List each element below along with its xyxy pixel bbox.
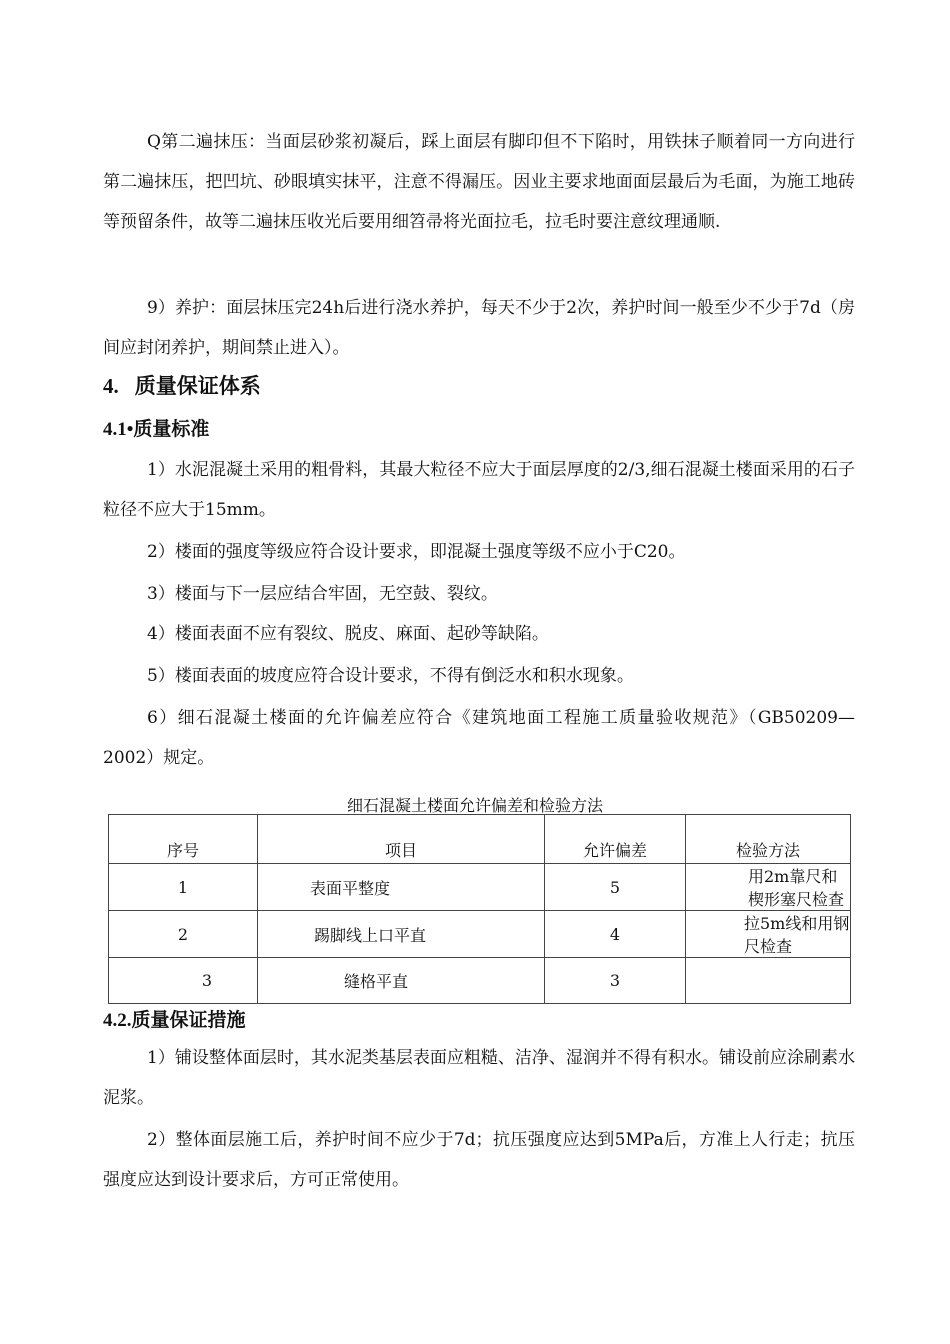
cell-item: 踢脚线上口平直 <box>258 911 545 958</box>
header-item: 项目 <box>258 815 545 864</box>
table-row <box>109 911 851 958</box>
standard-item-1: 1）水泥混凝土采用的粗骨料，其最大粒径不应大于面层厚度的2/3,细石混凝土楼面采用的石子粒径不应大于15mm。 <box>103 460 855 520</box>
cell-method: 拉5m线和用钢尺检查 <box>686 911 851 958</box>
cell-index: 3 <box>109 958 258 1004</box>
table-row <box>109 958 851 1004</box>
section-4-number: 4. <box>103 374 119 398</box>
header-index: 序号 <box>109 815 258 864</box>
section-4-2-number: 4.2. <box>103 1010 132 1031</box>
section-4-1-heading <box>103 414 209 441</box>
cell-tolerance: 4 <box>545 911 686 958</box>
section-4-1-title: 质量标准 <box>133 418 210 440</box>
tolerance-table <box>108 814 851 1004</box>
table-row <box>109 864 851 911</box>
cell-item: 表面平整度 <box>258 864 545 911</box>
standard-item-3: 3）楼面与下一层应结合牢固，无空鼓、裂纹。 <box>147 584 498 604</box>
cell-method: 用2m靠尺和楔形塞尺检查 <box>686 864 851 911</box>
paragraph-curing: 9）养护：面层抹压完24h后进行浇水养护，每天不少于2次，养护时间一般至少不少于7d（房间应封闭养护，期间禁止进入）。 <box>103 298 855 358</box>
section-4-title: 质量保证体系 <box>134 373 261 398</box>
header-method: 检验方法 <box>686 815 851 864</box>
section-4-heading <box>103 370 261 400</box>
standard-item-2: 2）楼面的强度等级应符合设计要求，即混凝土强度等级不应小于C20。 <box>147 542 686 562</box>
section-4-1-number: 4.1• <box>103 419 134 440</box>
cell-tolerance: 3 <box>545 958 686 1004</box>
cell-item: 缝格平直 <box>258 958 545 1004</box>
cell-method <box>686 958 851 1004</box>
table-header-row <box>109 815 851 864</box>
measure-item-1: 1）铺设整体面层时，其水泥类基层表面应粗糙、洁净、湿润并不得有积水。铺设前应涂刷素水泥浆。 <box>103 1048 855 1108</box>
section-4-2-title: 质量保证措施 <box>131 1009 246 1031</box>
cell-index: 1 <box>109 864 258 911</box>
section-4-2-heading <box>103 1005 246 1032</box>
standard-item-4: 4）楼面表面不应有裂纹、脱皮、麻面、起砂等缺陷。 <box>147 624 549 644</box>
cell-index: 2 <box>109 911 258 958</box>
cell-tolerance: 5 <box>545 864 686 911</box>
header-tolerance: 允许偏差 <box>545 815 686 864</box>
table-caption: 细石混凝土楼面允许偏差和检验方法 <box>346 796 603 815</box>
measure-item-2: 2）整体面层施工后，养护时间不应少于7d；抗压强度应达到5MPa后，方准上人行走；抗压强度应达到设计要求后，方可正常使用。 <box>103 1130 855 1190</box>
paragraph-second-troweling: Q第二遍抹压：当面层砂浆初凝后，踩上面层有脚印但不下陷时，用铁抹子顺着同一方向进行第二遍抹压，把凹坑、砂眼填实抹平，注意不得漏压。因业主要求地面面层最后为毛面，为施工地砖等预留条件，故等二遍抹压收光后要用细笤帚将光面拉毛，拉毛时要注意纹理通顺. <box>103 132 855 232</box>
standard-item-6: 6）细石混凝土楼面的允许偏差应符合《建筑地面工程施工质量验收规范》（GB50209—2002）规定。 <box>103 708 855 768</box>
standard-item-5: 5）楼面表面的坡度应符合设计要求，不得有倒泛水和积水现象。 <box>147 666 634 686</box>
